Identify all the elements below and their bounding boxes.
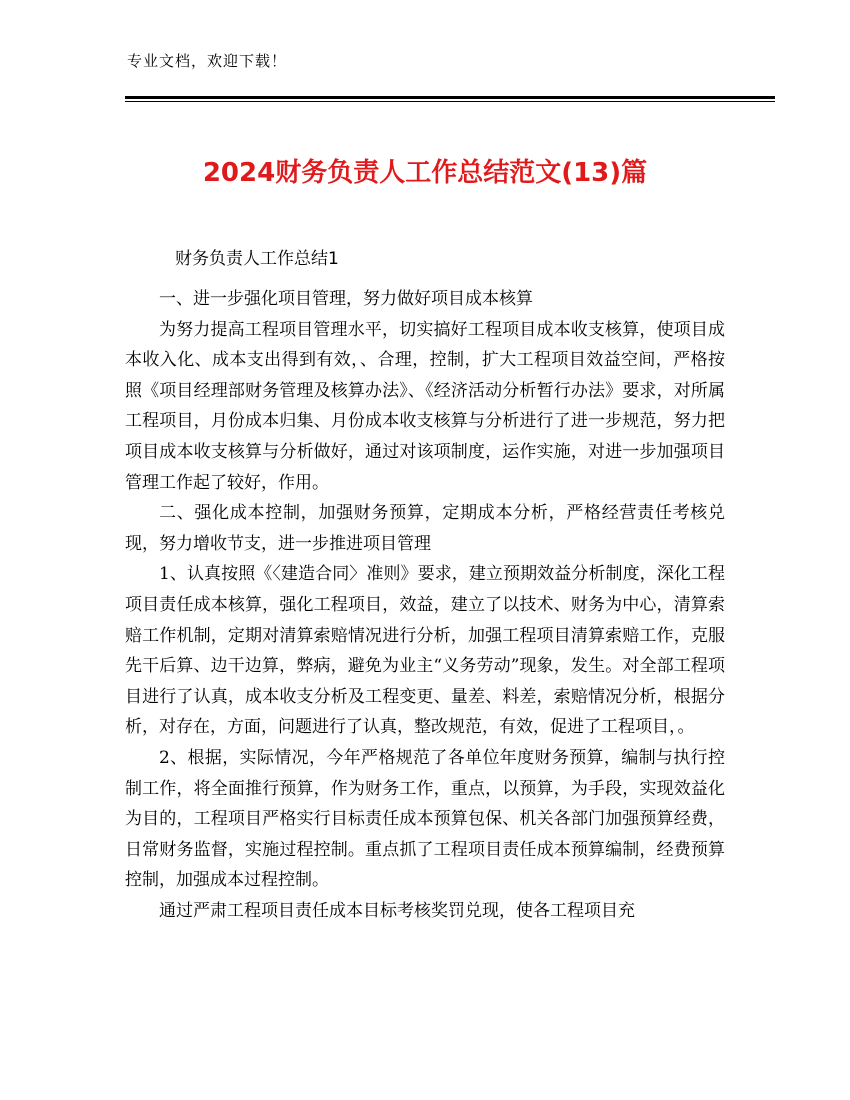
paragraph-heading-1: 一、进一步强化项目管理，努力做好项目成本核算 xyxy=(159,289,533,309)
header-note: 专业文档，欢迎下载！ xyxy=(127,52,288,70)
paragraph: 为努力提高工程项目管理水平，切实搞好工程项目成本收支核算，使项目成本收入化、成本支出得到有效，、合理，控制，扩大工程项目效益空间，严格按照《项目经理部财务管理及核算办法》、《经济活动分析暂行办法》要求，对所属工程项目，月份成本归集、月份成本收支核算与分析进行了进一步规范，努力把项目成本收支核算与分析做好，通过对该项制度，运作实施，对进一步加强项目管理工作起了较好，作用。 xyxy=(125,319,725,493)
header-rule-thin xyxy=(125,101,775,102)
paragraph: 2、根据，实际情况，今年严格规范了各单位年度财务预算，编制与执行控制工作，将全面推行预算，作为财务工作，重点，以预算，为手段，实现效益化为目的，工程项目严格实行目标责任成本预算包保、机关各部门加强预算经费，日常财务监督，实施过程控制。重点抓了工程项目责任成本预算编制，经费预算控制，加强成本过程控制。 xyxy=(125,747,725,891)
paragraph-heading-2: 二、强化成本控制，加强财务预算，定期成本分析，严格经营责任考核兑现，努力增收节支，进一步推进项目管理 xyxy=(125,503,725,554)
document-body xyxy=(125,284,725,926)
section-title: 财务负责人工作总结1 xyxy=(175,249,339,269)
header-rule-thick xyxy=(125,96,775,99)
paragraph: 1、认真按照《〈建造合同〉准则》要求，建立预期效益分析制度，深化工程项目责任成本核算，强化工程项目，效益，建立了以技术、财务为中心，清算索赔工作机制，定期对清算索赔情况进行分析，加强工程项目清算索赔工作，克服先干后算、边干边算，弊病，避免为业主“义务劳动”现象，发生。对全部工程项目进行了认真，成本收支分析及工程变更、量差、料差，索赔情况分析，根据分析，对存在，方面，问题进行了认真，整改规范，有效，促进了工程项目，。 xyxy=(125,564,725,738)
paragraph: 通过严肃工程项目责任成本目标考核奖罚兑现，使各工程项目充 xyxy=(159,900,635,921)
document-title: 2024财务负责人工作总结范文(13)篇 xyxy=(202,158,648,188)
